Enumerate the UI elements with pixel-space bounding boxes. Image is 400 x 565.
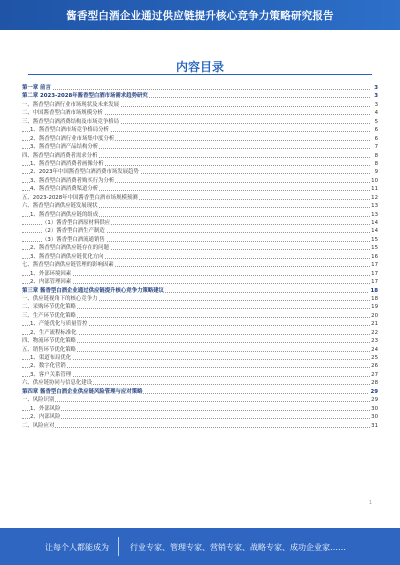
toc-entry[interactable] [22,152,378,160]
toc-entry[interactable] [22,109,378,117]
toc-entry-label: （2）酱香型白酒生产制造 [42,228,105,235]
toc-entry[interactable] [22,278,378,286]
toc-entry[interactable] [22,143,378,151]
toc-entry-page: 13 [371,203,378,210]
toc-leader-dots [22,367,370,368]
toc-entry[interactable] [22,118,378,126]
footer-band [0,528,400,565]
toc-entry-page: 27 [371,371,378,378]
toc-entry[interactable] [22,337,378,345]
toc-entry-label: （1）酱香型白酒原材料供应 [42,220,111,226]
toc-entry[interactable] [22,329,378,337]
toc-chapter-entry[interactable] [22,92,378,100]
toc-leader-dots [22,359,370,360]
toc-entry-label: 一、酱香型白酒行业市场现状及未来发展 [22,101,120,108]
toc-entry-label: 3、客户关系管理 [30,371,72,378]
toc-entry-page: 8 [374,160,378,167]
toc-entry-label: 1、外部风险 [30,405,61,412]
toc-entry[interactable] [22,405,378,413]
footer-divider [118,537,119,556]
toc-entry-label: 2、酱香型白酒供应链存在的问题 [30,245,109,252]
toc-entry-label: 第三章 酱香型白酒企业通过供应链提升核心竞争力策略建议 [22,287,165,294]
toc-entry-page: 19 [371,304,378,311]
report-header-band [0,0,400,30]
toc-entry-page: 29 [371,397,378,404]
toc-chapter-entry[interactable] [22,287,378,295]
toc-leader-dots [22,89,370,90]
footer-tagline: 行业专家、管理专家、营销专家、战略专家、成功企业家…… [130,543,346,552]
toc-entry[interactable] [22,303,378,311]
toc-entry-page: 15 [371,245,378,252]
toc-entry[interactable] [22,362,378,370]
toc-entry-label: 1、产能优化与质量管控 [30,321,88,328]
toc-entry-label: 1、酱香型白酒市场竞争格局分析 [30,127,109,134]
toc-entry-label: 2、内部管理因素 [30,279,72,286]
toc-entry-page: 15 [371,236,378,243]
toc-entry[interactable] [22,270,378,278]
toc-entry-label: 一、风险识别 [22,397,55,404]
toc-entry-label: 2、2023年中国酱香型白酒消费市场发展趋势 [30,169,139,176]
toc-leader-dots [22,418,370,419]
toc-entry-label: 七、酱香型白酒供应链管理的影响因素 [22,262,114,269]
toc-entry-page: 22 [371,329,378,336]
toc-entry-page: 6 [374,135,378,142]
toc-entry-label: 2、酱香型白酒行业市场集中度分析 [30,135,115,142]
toc-entry-label: 2、生产流程标准化 [30,329,77,336]
toc-entry-label: 二、采购环节优化策略 [22,304,76,311]
toc-entry-label: 六、酱香型白酒供应链发展现状 [22,203,98,210]
toc-entry-label: 1、酱香型白酒消费者画像分析 [30,160,104,167]
toc-leader-dots [22,401,370,402]
toc-entry-page: 14 [371,220,378,226]
toc-entry-page: 18 [371,295,378,302]
toc-entry-page: 18 [370,287,378,294]
toc-entry-label: 第一章 前言 [22,85,51,91]
toc-entry-page: 29 [370,388,378,395]
toc-entry[interactable] [22,202,378,210]
toc-entry-page: 3 [374,101,378,108]
toc-entry-label: 四、酱香型白酒消费者需求分析 [22,152,98,159]
toc-entry-label: 2、内部风险 [30,414,61,421]
toc-entry-page: 11 [371,186,378,193]
table-of-contents [22,84,378,430]
toc-entry-label: 3、酱香型白酒消费者购买行为分析 [30,177,115,184]
toc-entry[interactable] [22,354,378,362]
toc-entry-label: 六、供应链协同与信息化建设 [22,380,93,387]
toc-entry-page: 23 [371,338,378,345]
toc-entry-label: 二、中国酱香型白酒市场规模分析 [22,110,103,117]
toc-entry[interactable] [22,371,378,379]
toc-entry-label: 3、酱香型白酒产品结构分析 [30,144,99,151]
toc-entry[interactable] [22,422,378,430]
toc-entry[interactable] [22,211,378,219]
toc-entry[interactable] [22,396,378,404]
toc-entry-page: 30 [371,405,378,412]
toc-chapter-entry[interactable] [22,388,378,396]
report-title: 酱香型白酒企业通过供应链提升核心竞争力策略研究报告 [66,10,334,22]
toc-entry-label: 五、销售环节优化策略 [22,346,76,353]
toc-leader-dots [22,410,370,411]
toc-entry[interactable] [22,312,378,320]
toc-entry[interactable] [22,244,378,252]
toc-entry-label: 一、供应链视角下的核心竞争力 [22,295,98,302]
toc-entry-page: 12 [371,194,378,201]
toc-entry[interactable] [22,177,378,185]
toc-entry-label: 第二章 2023-2028年酱香型白酒市场需求趋势研究 [22,93,148,100]
toc-entry-page: 10 [371,177,378,184]
toc-leader-dots [22,275,370,276]
toc-entry[interactable] [22,236,378,244]
toc-entry-page: 17 [371,262,378,269]
toc-entry-page: 26 [371,363,378,370]
toc-entry-page: 3 [374,85,378,91]
toc-entry[interactable] [22,185,378,193]
toc-entry[interactable] [22,346,378,354]
toc-entry-page: 5 [374,118,378,125]
toc-entry[interactable] [22,126,378,134]
toc-entry[interactable] [22,320,378,328]
toc-entry[interactable] [22,295,378,303]
toc-entry-label: 1、渠道布局优化 [30,355,72,361]
toc-entry[interactable] [22,160,378,168]
toc-entry-label: 4、酱香型白酒消费渠道分析 [30,186,99,193]
toc-entry-label: 四、物流环节优化策略 [22,338,76,345]
toc-entry-page: 7 [374,144,378,151]
toc-entry[interactable] [22,168,378,176]
toc-entry-page: 13 [371,211,378,218]
toc-entry-label: 三、生产环节优化策略 [22,312,76,319]
toc-entry-page: 25 [371,355,378,361]
toc-entry-label: （3）酱香型白酒流通销售 [42,236,105,243]
toc-entry-page: 17 [371,270,378,277]
toc-entry-page: 14 [371,228,378,235]
toc-leader-dots [22,283,370,284]
toc-entry-page: 3 [374,93,378,100]
toc-entry-page: 8 [374,152,378,159]
toc-entry[interactable] [22,227,378,235]
toc-entry-label: 五、2023-2028年中国酱香型白酒市场规模预测 [22,194,138,201]
toc-heading: 内容目录 [175,60,224,74]
toc-entry-label: 2、数字化营销 [30,363,66,370]
toc-entry-page: 4 [374,110,378,117]
toc-leader-dots [22,427,370,428]
toc-heading-divider [28,74,372,75]
toc-entry-label: 1、酱香型白酒供应链的组成 [30,211,99,218]
toc-entry-label: 3、酱香型白酒供应链优化方向 [30,253,104,260]
toc-entry[interactable] [22,101,378,109]
toc-chapter-entry[interactable] [22,84,378,92]
toc-entry[interactable] [22,413,378,421]
toc-entry[interactable] [22,194,378,202]
toc-entry[interactable] [22,253,378,261]
footer-slogan: 让每个人都能成为 [45,543,109,552]
toc-entry-label: 1、外部环境因素 [30,270,72,277]
toc-entry[interactable] [22,219,378,227]
toc-entry[interactable] [22,261,378,269]
toc-leader-dots [22,376,370,377]
toc-entry-label: 三、酱香型白酒消费结构及市场竞争格局 [22,118,120,125]
toc-entry-page: 30 [371,414,378,421]
toc-entry-page: 16 [371,253,378,260]
toc-entry-page: 31 [371,422,378,429]
toc-entry-page: 6 [374,127,378,134]
toc-entry-page: 17 [371,279,378,286]
toc-entry-page: 28 [371,380,378,387]
toc-entry-page: 20 [371,312,378,319]
toc-entry-page: 21 [371,321,378,328]
toc-entry-label: 第四章 酱香型白酒企业供应链风险管理与应对策略 [22,388,143,395]
toc-entry-page: 9 [374,169,378,176]
toc-entry-page: 24 [371,346,378,353]
toc-entry-label: 二、风险应对 [22,422,55,429]
toc-entry[interactable] [22,135,378,143]
page-number: 1 [368,500,372,506]
toc-entry[interactable] [22,379,378,387]
